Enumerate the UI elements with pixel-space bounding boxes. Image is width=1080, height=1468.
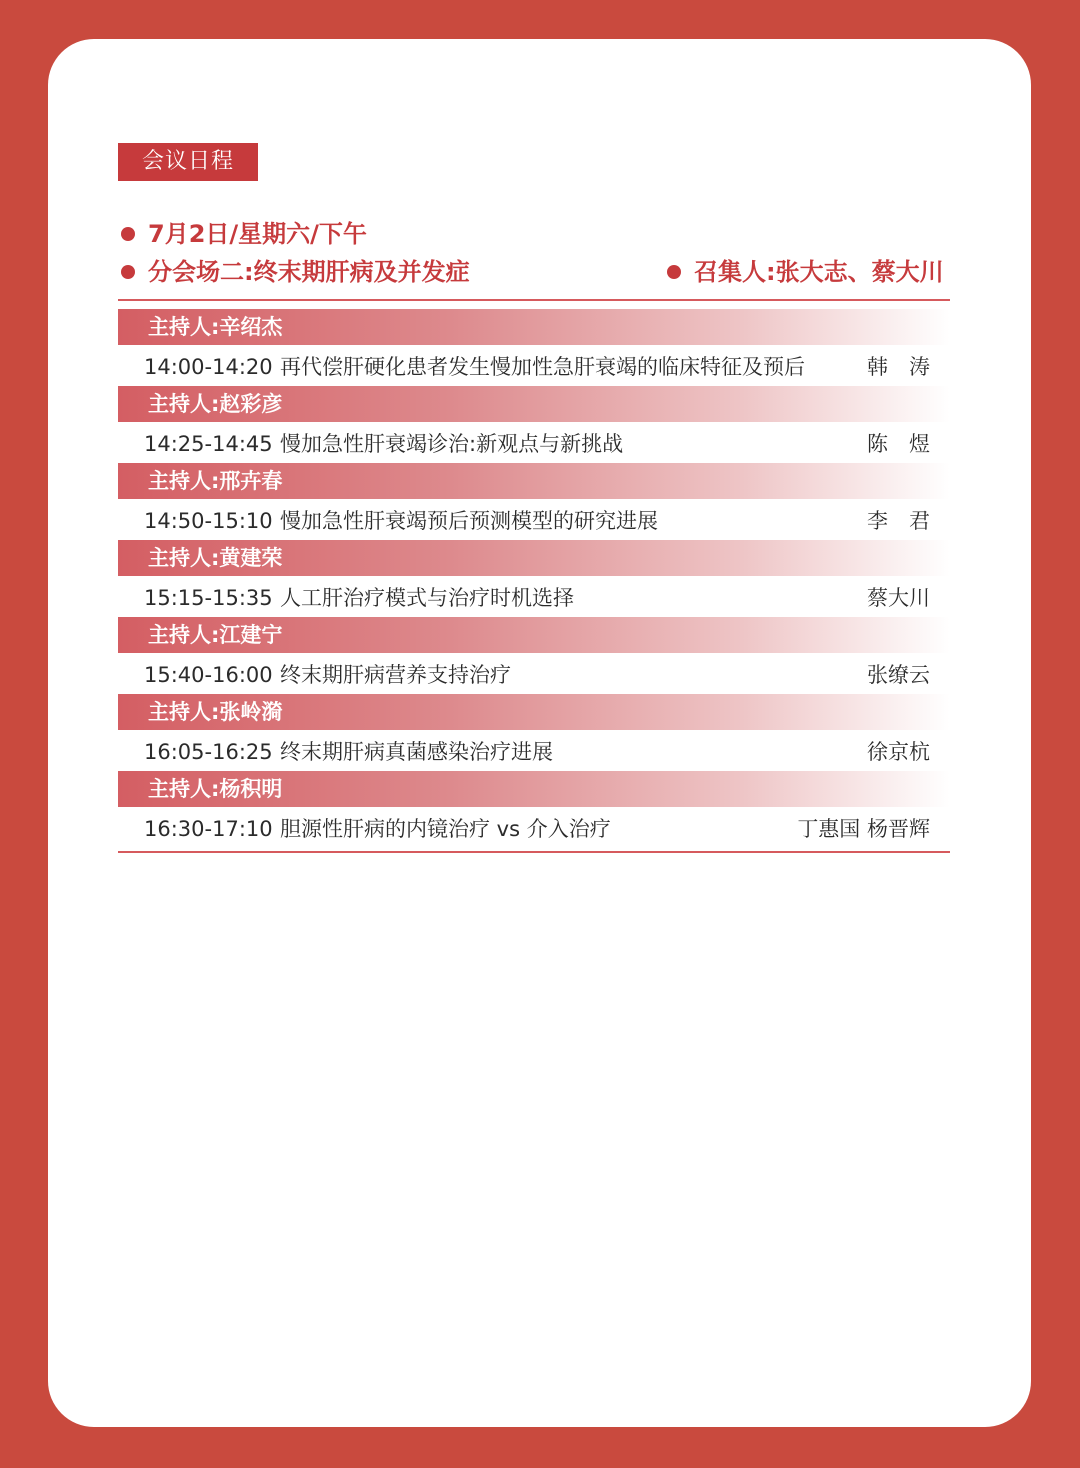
host-bar: 主持人:张岭漪 (118, 694, 950, 730)
host-bar: 主持人:辛绍杰 (118, 309, 950, 345)
convener-line: 召集人:张大志、蔡大川 (694, 258, 944, 286)
talk-time: 16:30-17:10 (144, 817, 273, 841)
talk-row (118, 424, 950, 464)
talk-title: 慢加急性肝衰竭诊治:新观点与新挑战 (280, 432, 624, 456)
section-title: 会议日程 (118, 143, 258, 181)
talk-speaker: 张缭云 (867, 663, 930, 687)
talk-row (118, 655, 950, 695)
talk-title: 慢加急性肝衰竭预后预测模型的研究进展 (280, 509, 658, 533)
talk-row (118, 732, 950, 772)
talk-row (118, 501, 950, 541)
bullet-dot (121, 265, 135, 279)
host-bar: 主持人:江建宁 (118, 617, 950, 653)
host-bar: 主持人:赵彩彦 (118, 386, 950, 422)
talk-time: 16:05-16:25 (144, 740, 273, 764)
talk-row (118, 809, 950, 849)
bottom-divider (118, 851, 950, 853)
talk-time: 14:00-14:20 (144, 355, 273, 379)
bullet-dot (667, 265, 681, 279)
talk-time: 14:50-15:10 (144, 509, 273, 533)
talk-title: 终末期肝病营养支持治疗 (280, 663, 511, 687)
date-line: 7月2日/星期六/下午 (148, 220, 367, 248)
talk-title: 再代偿肝硬化患者发生慢加性急肝衰竭的临床特征及预后 (280, 355, 805, 379)
talk-title: 终末期肝病真菌感染治疗进展 (280, 740, 553, 764)
talk-speaker: 丁惠国 杨晋辉 (797, 817, 930, 841)
top-divider (118, 299, 950, 301)
talk-row (118, 578, 950, 618)
talk-time: 15:40-16:00 (144, 663, 273, 687)
talk-time: 14:25-14:45 (144, 432, 273, 456)
talk-speaker: 李 君 (867, 509, 930, 533)
talk-speaker: 韩 涛 (867, 355, 930, 379)
bullet-dot (121, 227, 135, 241)
talk-time: 15:15-15:35 (144, 586, 273, 610)
host-bar: 主持人:杨积明 (118, 771, 950, 807)
talk-speaker: 蔡大川 (867, 586, 930, 610)
talk-title: 人工肝治疗模式与治疗时机选择 (280, 586, 574, 610)
talk-speaker: 徐京杭 (867, 740, 930, 764)
talk-row (118, 347, 950, 387)
host-bar: 主持人:邢卉春 (118, 463, 950, 499)
talk-title: 胆源性肝病的内镜治疗 vs 介入治疗 (280, 817, 611, 841)
venue-line: 分会场二:终末期肝病及并发症 (148, 258, 470, 286)
talk-speaker: 陈 煜 (867, 432, 930, 456)
host-bar: 主持人:黄建荣 (118, 540, 950, 576)
